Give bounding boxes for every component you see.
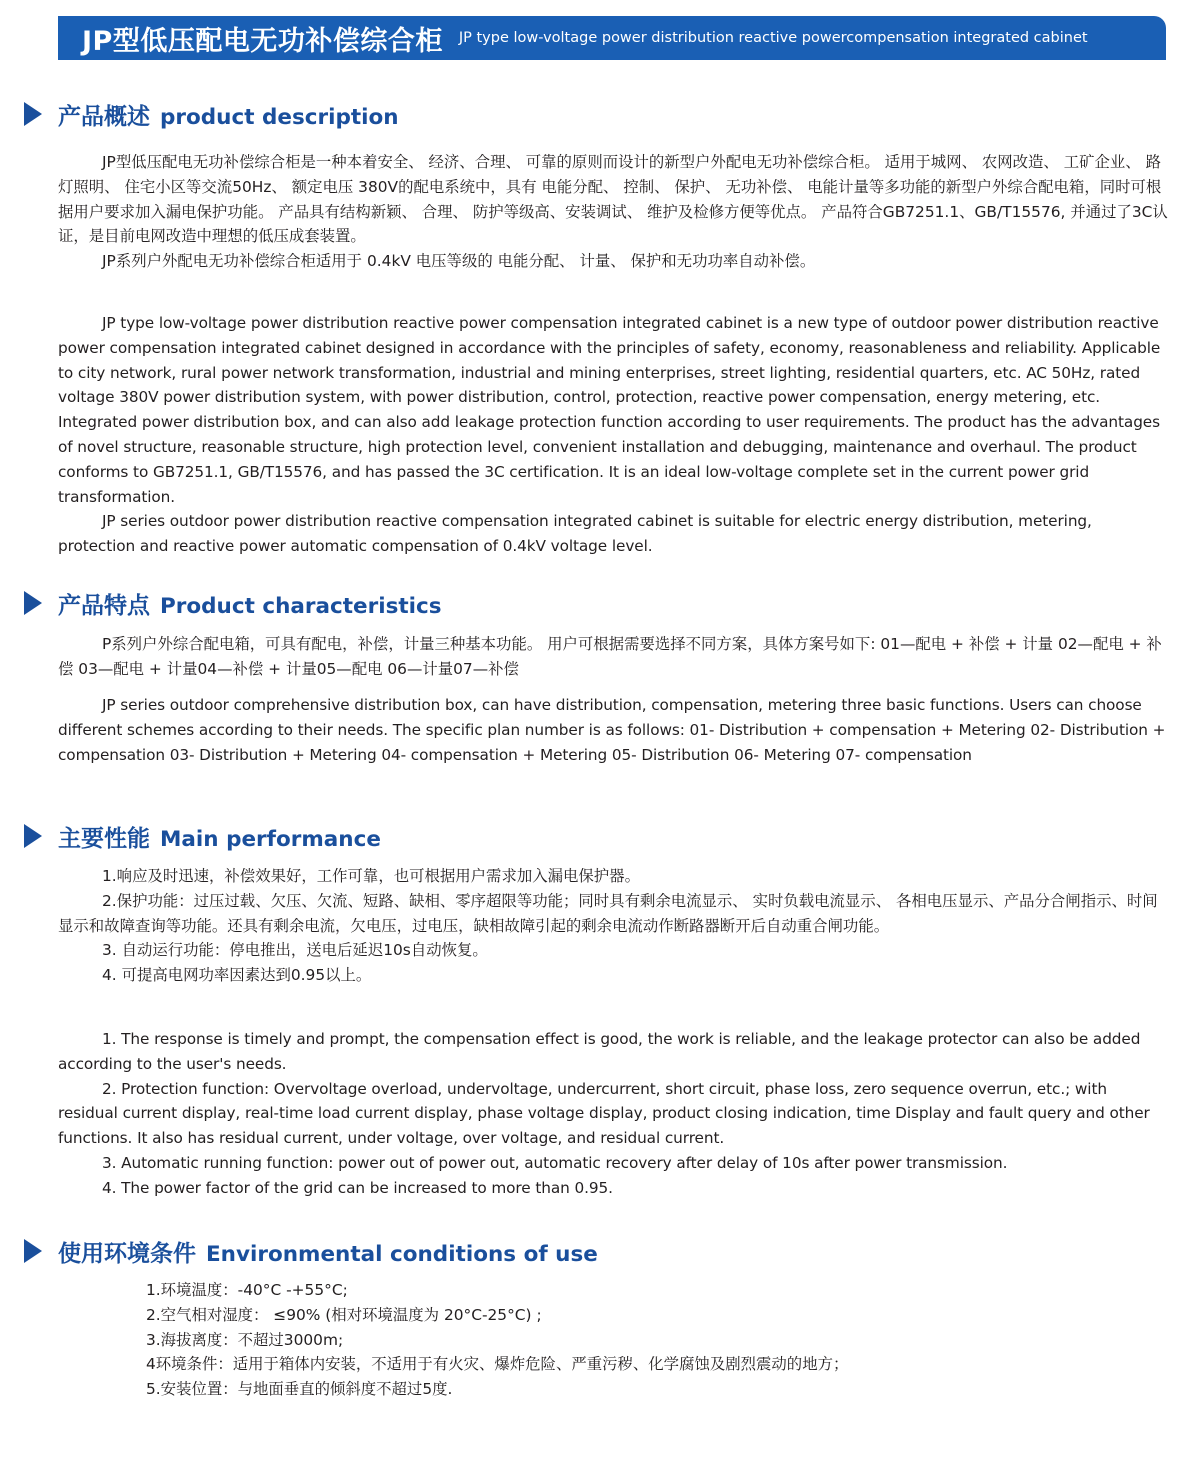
section-title-cn: 使用环境条件	[58, 1240, 196, 1267]
section-title-en: product description	[160, 104, 399, 130]
section-title-en: Product characteristics	[160, 593, 442, 619]
section-heading-description	[24, 96, 399, 132]
paragraph: JP series outdoor comprehensive distribution box, can have distribution, compensation, metering three basic functions. Users can choose different schemes according to their needs. The specific plan number is as follows: 01- Distribution + compensation + Metering 02- Distribution + compensation 03- Distribution + Metering 04- compensation + Metering 05- Distribution 06- Metering 07- compensation	[58, 696, 1166, 764]
list-item: 5.安装位置：与地面垂直的倾斜度不超过5度.	[146, 1380, 453, 1399]
paragraph: JP series outdoor power distribution reactive compensation integrated cabinet is suitable for electric energy distribution, metering, protection and reactive power automatic compensation of 0.4kV voltage level.	[58, 512, 1092, 556]
section-heading-environment	[24, 1233, 598, 1269]
paragraph: 3. 自动运行功能：停电推出，送电后延迟10s自动恢复。	[102, 941, 488, 960]
triangle-bullet-icon	[24, 824, 42, 848]
triangle-bullet-icon	[24, 102, 42, 126]
triangle-bullet-icon	[24, 1239, 42, 1263]
paragraph: 1. The response is timely and prompt, the compensation effect is good, the work is reliable, and the leakage protector can also be added according to the user's needs.	[58, 1030, 1141, 1073]
characteristics-cn-text	[58, 632, 1168, 682]
description-en-text	[58, 311, 1168, 559]
section-title-cn: 主要性能	[58, 825, 150, 852]
banner-title-cn: JP型低压配电无功补偿综合柜	[82, 25, 443, 57]
paragraph: P系列户外综合配电箱，可具有配电，补偿，计量三种基本功能。 用户可根据需要选择不同方案，具体方案号如下: 01—配电 + 补偿 + 计量 02—配电 + 补偿 03—配电 + 计量04—补偿 + 计量05—配电 06—计量07—补偿	[58, 635, 1162, 678]
characteristics-en-text	[58, 693, 1168, 767]
paragraph: 1.响应及时迅速，补偿效果好，工作可靠，也可根据用户需求加入漏电保护器。	[102, 867, 640, 885]
section-heading-characteristics	[24, 585, 442, 621]
list-item: 2.空气相对湿度： ≤90% (相对环境温度为 20°C-25°C) ;	[146, 1305, 542, 1324]
section-title-en: Main performance	[160, 826, 381, 852]
paragraph: 3. Automatic running function: power out of power out, automatic recovery after delay of 10s after power transmission.	[102, 1153, 1008, 1172]
paragraph: JP type low-voltage power distribution reactive power compensation integrated cabinet is a new type of outdoor power distribution reactive power compensation integrated cabinet designed in accordance with the principles of safety, economy, reasonableness and reliability. Applicable to city network, rural power network transformation, industrial and mining enterprises, street lighting, residential quarters, etc. AC 50Hz, rated voltage 380V power distribution system, with power distribution, control, protection, reactive power compensation, energy metering, etc. Integrated power distribution box, and can also add leakage protection function according to user requirements. The product has the advantages of novel structure, reasonable structure, high protection level, convenient installation and debugging, maintenance and overhaul. The product conforms to GB7251.1, GB/T15576, and has passed the 3C certification. It is an ideal low-voltage complete set in the current power grid transformation.	[58, 314, 1161, 506]
banner-title-en: JP type low-voltage power distribution reactive powercompensation integrated cabinet	[458, 30, 1088, 46]
section-title-cn: 产品概述	[58, 103, 150, 130]
paragraph: JP系列户外配电无功补偿综合柜适用于 0.4kV 电压等级的 电能分配、 计量、 保护和无功功率自动补偿。	[102, 252, 816, 271]
paragraph: 4. 可提高电网功率因素达到0.95以上。	[102, 966, 372, 985]
performance-cn-text	[58, 864, 1168, 988]
paragraph: 2.保护功能：过压过载、欠压、欠流、短路、缺相、零序超限等功能；同时具有剩余电流显示、 实时负载电流显示、 各相电压显示、产品分合闸指示、时间显示和故障查询等功能。还具有剩余电流，欠电压，过电压，缺相故障引起的剩余电流动作断路器断开后自动重合闸功能。	[58, 891, 1158, 935]
list-item: 4环境条件：适用于箱体内安装，不适用于有火灾、爆炸危险、严重污秽、化学腐蚀及剧烈震动的地方；	[146, 1355, 849, 1374]
section-heading-performance	[24, 818, 381, 854]
triangle-bullet-icon	[24, 591, 42, 615]
paragraph: 4. The power factor of the grid can be increased to more than 0.95.	[102, 1178, 613, 1197]
paragraph: 2. Protection function: Overvoltage overload, undervoltage, undercurrent, short circuit, phase loss, zero sequence overrun, etc.; with residual current display, real-time load current display, phase voltage display, product closing indication, time Display and fault query and other functions. It also has residual current, under voltage, over voltage, and residual current.	[58, 1079, 1150, 1148]
section-title-en: Environmental conditions of use	[206, 1241, 598, 1267]
list-item: 1.环境温度：-40°C -+55°C;	[146, 1281, 348, 1299]
page-banner	[58, 16, 1166, 60]
description-cn-text	[58, 150, 1168, 274]
performance-en-text	[58, 1027, 1168, 1201]
section-title-cn: 产品特点	[58, 592, 150, 619]
paragraph: JP型低压配电无功补偿综合柜是一种本着安全、 经济、合理、 可靠的原则而设计的新型户外配电无功补偿综合柜。 适用于城网、 农网改造、 工矿企业、 路灯照明、 住宅小区等交流50Hz、 额定电压 380V的配电系统中，具有 电能分配、 控制、 保护、 无功补偿、 电能计量等多功能的新型户外综合配电箱，同时可根据用户要求加入漏电保护功能。 产品具有结构新颖、 合理、 防护等级高、安装调试、 维护及检修方便等优点。 产品符合GB7251.1、GB/T15576, 并通过了3C认证，是目前电网改造中理想的低压成套装置。	[58, 153, 1168, 246]
list-item: 3.海拔离度：不超过3000m;	[146, 1330, 344, 1349]
environment-list	[58, 1278, 1168, 1402]
